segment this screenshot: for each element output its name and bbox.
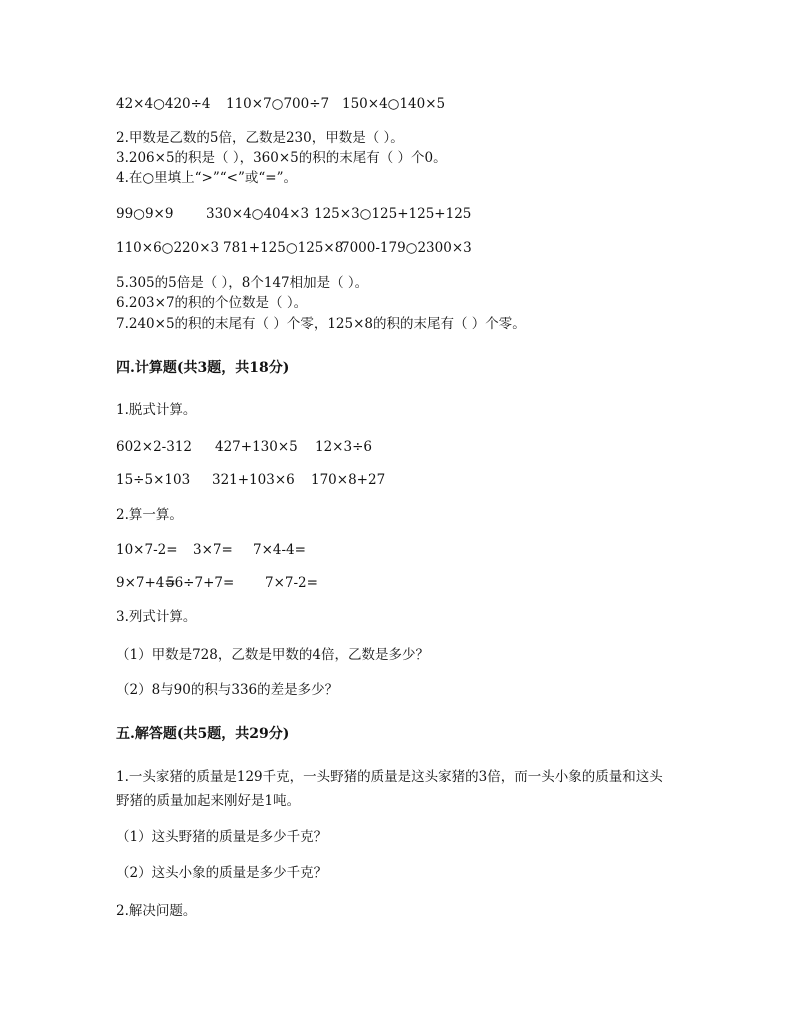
compare-row-1 [116,95,445,113]
compare-row-2 [116,205,471,223]
calc-2-title: 2.算一算。 [116,507,183,523]
solve-1-part-1: （1）这头野猪的质量是多少千克？ [116,829,328,845]
expression: 427+130×5 [215,439,298,455]
compare-item: 99○9×9 [116,206,174,222]
expression: 170×8+27 [311,472,386,488]
expression: 602×2-312 [116,439,192,455]
expression: 7×7-2= [265,575,318,591]
calc-1-row-2 [116,471,385,489]
solve-1-part-2: （2）这头小象的质量是多少千克？ [116,865,328,881]
expression: 12×3÷6 [315,439,372,455]
expression: 3×7= [193,542,233,558]
compare-item: 42×4○420÷4 [116,96,211,112]
calc-1-row-1 [116,438,372,456]
expression: 9×7+4= [116,575,176,591]
compare-item: 150×4○140×5 [342,96,446,112]
compare-item: 781+125○125×8 [223,240,344,256]
section-4-heading: 四.计算题(共3题，共18分) [116,360,290,376]
question-6: 6.203×7的积的个位数是（ ）。 [116,295,308,311]
calc-2-row-1 [116,541,306,559]
expression: 15÷5×103 [116,472,191,488]
calc-1-title: 1.脱式计算。 [116,402,197,418]
expression: 7×4-4= [253,542,306,558]
calc-3-title: 3.列式计算。 [116,609,197,625]
solve-2-title: 2.解决问题。 [116,903,197,919]
calc-3-part-2: （2）8与90的积与336的差是多少？ [116,682,339,698]
compare-item: 7000-179○2300×3 [341,240,472,256]
question-2: 2.甲数是乙数的5倍，乙数是230，甲数是（ ）。 [116,130,404,146]
compare-item: 110×7○700÷7 [226,96,330,112]
question-3: 3.206×5的积是（ ），360×5的积的末尾有（ ）个0。 [116,150,447,166]
section-5-heading: 五.解答题(共5题，共29分) [116,726,290,742]
question-7: 7.240×5的积的末尾有（ ）个零，125×8的积的末尾有（ ）个零。 [116,316,526,332]
calc-2-row-2 [116,574,318,592]
expression: 56÷7+7= [166,575,235,591]
compare-item: 110×6○220×3 [116,240,220,256]
calc-3-part-1: （1）甲数是728，乙数是甲数的4倍，乙数是多少？ [116,647,429,663]
compare-item: 330×4○404×3 [206,206,310,222]
question-5: 5.305的5倍是（ ），8个147相加是（ ）。 [116,275,369,291]
compare-item: 125×3○125+125+125 [314,206,472,222]
question-4: 4.在○里填上“>”“<”或“=”。 [116,170,298,186]
expression: 10×7-2= [116,542,178,558]
solve-1-text: 1.一头家猪的质量是129千克，一头野猪的质量是这头家猪的3倍，而一头小象的质量和这头野猪的质量加起来刚好是1吨。 [116,769,663,809]
expression: 321+103×6 [212,472,295,488]
compare-row-3 [116,239,472,257]
